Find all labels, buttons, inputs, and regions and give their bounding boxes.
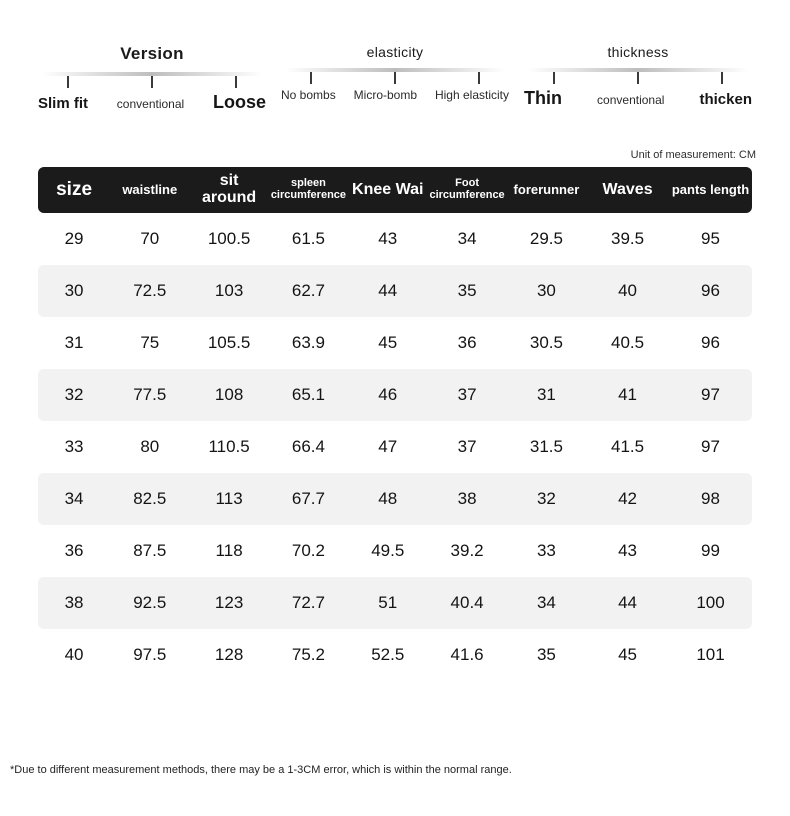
cell-value: 30 (507, 265, 586, 317)
scale-version-middle-label: conventional (116, 97, 185, 111)
cell-value: 108 (189, 369, 268, 421)
cell-size: 29 (64, 229, 84, 248)
cell-value: 31.5 (529, 437, 563, 456)
cell-value: 82.5 (110, 473, 189, 525)
cell-value: 103 (189, 265, 268, 317)
col-header-spleen-circumference (269, 167, 348, 213)
cell-value: 38 (427, 473, 506, 525)
table-row (38, 629, 752, 681)
scale-elasticity-ticks (279, 72, 511, 86)
cell-value: 44 (586, 577, 669, 629)
col-header-waistline: waistline (110, 167, 189, 213)
cell-value: 70 (140, 229, 160, 248)
col-header-sit-around: sit around (189, 167, 268, 213)
scale-version-right-label: Loose (212, 92, 266, 112)
cell-value: 39.5 (611, 229, 645, 248)
cell-value: 123 (189, 577, 268, 629)
scale-thickness (522, 44, 754, 113)
table-row (38, 421, 752, 473)
cell-value: 51 (348, 577, 427, 629)
table-row (38, 577, 752, 629)
cell-value: 95 (701, 229, 720, 248)
col-header-knee-wai: Knee Wai (348, 167, 427, 213)
scale-version-labels (36, 92, 268, 113)
tick-left-icon (553, 72, 555, 84)
cell-value: 62.7 (269, 265, 348, 317)
cell-value: 47 (378, 437, 398, 456)
scale-elasticity (279, 44, 511, 113)
cell-value: 63.9 (291, 333, 325, 352)
cell-value: 39.2 (450, 541, 484, 560)
scale-elasticity-right-label: High elasticity (434, 88, 509, 102)
cell-value: 40.5 (611, 333, 645, 352)
cell-value: 31 (507, 369, 586, 421)
cell-value: 70.2 (291, 541, 325, 560)
cell-value: 75 (140, 333, 160, 352)
col-header-forerunner: forerunner (507, 167, 586, 213)
cell-value: 48 (348, 473, 427, 525)
cell-value: 32 (507, 473, 586, 525)
size-table (38, 167, 752, 681)
cell-value: 61.5 (291, 229, 325, 248)
cell-value: 44 (348, 265, 427, 317)
cell-value: 36 (457, 333, 477, 352)
cell-value: 75.2 (291, 645, 325, 664)
col-header-pants-length: pants length (669, 167, 752, 213)
scale-version-left-label: Slim fit (38, 95, 89, 112)
scale-version-title: Version (120, 44, 184, 63)
cell-value: 97.5 (133, 645, 167, 664)
cell-value: 43 (378, 229, 398, 248)
cell-size: 31 (64, 333, 84, 352)
col-header-foot-line1: Foot (455, 177, 479, 190)
cell-value: 35 (427, 265, 506, 317)
cell-value: 96 (669, 265, 752, 317)
tick-middle-icon (394, 72, 396, 84)
cell-value: 99 (701, 541, 720, 560)
table-row (38, 317, 752, 369)
col-header-size: size (38, 167, 110, 213)
cell-size: 34 (38, 473, 110, 525)
cell-value: 113 (189, 473, 268, 525)
cell-value: 110.5 (208, 437, 250, 456)
tick-middle-icon (151, 76, 153, 88)
cell-size: 40 (64, 645, 84, 664)
table-header-row (38, 167, 752, 213)
cell-value: 101 (696, 645, 725, 664)
scale-thickness-labels (522, 88, 754, 109)
tick-middle-icon (637, 72, 639, 84)
cell-value: 96 (701, 333, 720, 352)
scale-elasticity-middle-label: Micro-bomb (353, 88, 418, 102)
cell-value: 29.5 (529, 229, 563, 248)
cell-value: 34 (507, 577, 586, 629)
cell-value: 77.5 (110, 369, 189, 421)
unit-of-measurement-note: Unit of measurement: CM (630, 149, 756, 161)
tick-left-icon (67, 76, 69, 88)
cell-value: 97 (669, 369, 752, 421)
col-header-foot-line2: circumference (429, 189, 505, 201)
cell-value: 42 (586, 473, 669, 525)
tick-right-icon (721, 72, 723, 84)
cell-size: 36 (64, 541, 84, 560)
cell-value: 45 (618, 645, 637, 664)
cell-value: 40.4 (427, 577, 506, 629)
cell-value: 43 (618, 541, 637, 560)
scale-thickness-left-label: Thin (524, 88, 562, 108)
scale-thickness-title: thickness (607, 44, 669, 60)
tick-right-icon (235, 76, 237, 88)
cell-value: 35 (536, 645, 556, 664)
cell-value: 118 (215, 541, 243, 560)
size-table-body (38, 213, 752, 681)
cell-value: 37 (457, 437, 477, 456)
scale-version (36, 44, 268, 113)
cell-value: 92.5 (110, 577, 189, 629)
cell-value: 41.6 (450, 645, 484, 664)
cell-value: 72.5 (110, 265, 189, 317)
cell-value: 41.5 (611, 437, 645, 456)
tick-right-icon (478, 72, 480, 84)
cell-value: 98 (669, 473, 752, 525)
col-header-waves: Waves (586, 167, 669, 213)
table-row (38, 213, 752, 265)
scale-thickness-middle-label: conventional (597, 93, 665, 107)
cell-value: 65.1 (269, 369, 348, 421)
cell-value: 40 (586, 265, 669, 317)
size-table-head (38, 167, 752, 213)
scale-thickness-ticks (522, 72, 754, 86)
cell-value: 67.7 (269, 473, 348, 525)
scale-thickness-right-label: thicken (699, 91, 752, 108)
cell-value: 97 (701, 437, 720, 456)
cell-value: 34 (457, 229, 477, 248)
cell-value: 66.4 (291, 437, 325, 456)
scale-elasticity-left-label: No bombs (281, 88, 336, 102)
table-row (38, 525, 752, 577)
cell-value: 45 (378, 333, 398, 352)
col-header-foot-circumference (427, 167, 506, 213)
cell-value: 105.5 (207, 333, 251, 352)
cell-value: 46 (348, 369, 427, 421)
col-header-spleen-line1: spleen (291, 177, 326, 190)
cell-value: 87.5 (133, 541, 167, 560)
attribute-scales (0, 0, 790, 113)
table-row (38, 369, 752, 421)
cell-size: 30 (38, 265, 110, 317)
cell-value: 52.5 (371, 645, 405, 664)
scale-elasticity-title: elasticity (366, 44, 424, 60)
cell-value: 37 (427, 369, 506, 421)
measurement-footnote: *Due to different measurement methods, there may be a 1-3CM error, which is within the normal range. (10, 764, 512, 776)
cell-size: 33 (64, 437, 84, 456)
scale-version-ticks (36, 76, 268, 90)
cell-value: 33 (536, 541, 556, 560)
cell-value: 80 (140, 437, 160, 456)
scale-elasticity-labels (279, 88, 511, 102)
cell-size: 32 (38, 369, 110, 421)
cell-value: 100.5 (207, 229, 251, 248)
size-table-wrapper (0, 167, 790, 681)
table-row (38, 265, 752, 317)
cell-value: 49.5 (371, 541, 405, 560)
cell-value: 100 (669, 577, 752, 629)
table-row (38, 473, 752, 525)
cell-value: 30.5 (529, 333, 563, 352)
col-header-spleen-line2: circumference (270, 189, 347, 201)
cell-value: 72.7 (269, 577, 348, 629)
cell-size: 38 (38, 577, 110, 629)
cell-value: 41 (586, 369, 669, 421)
cell-value: 128 (214, 645, 244, 664)
tick-left-icon (310, 72, 312, 84)
